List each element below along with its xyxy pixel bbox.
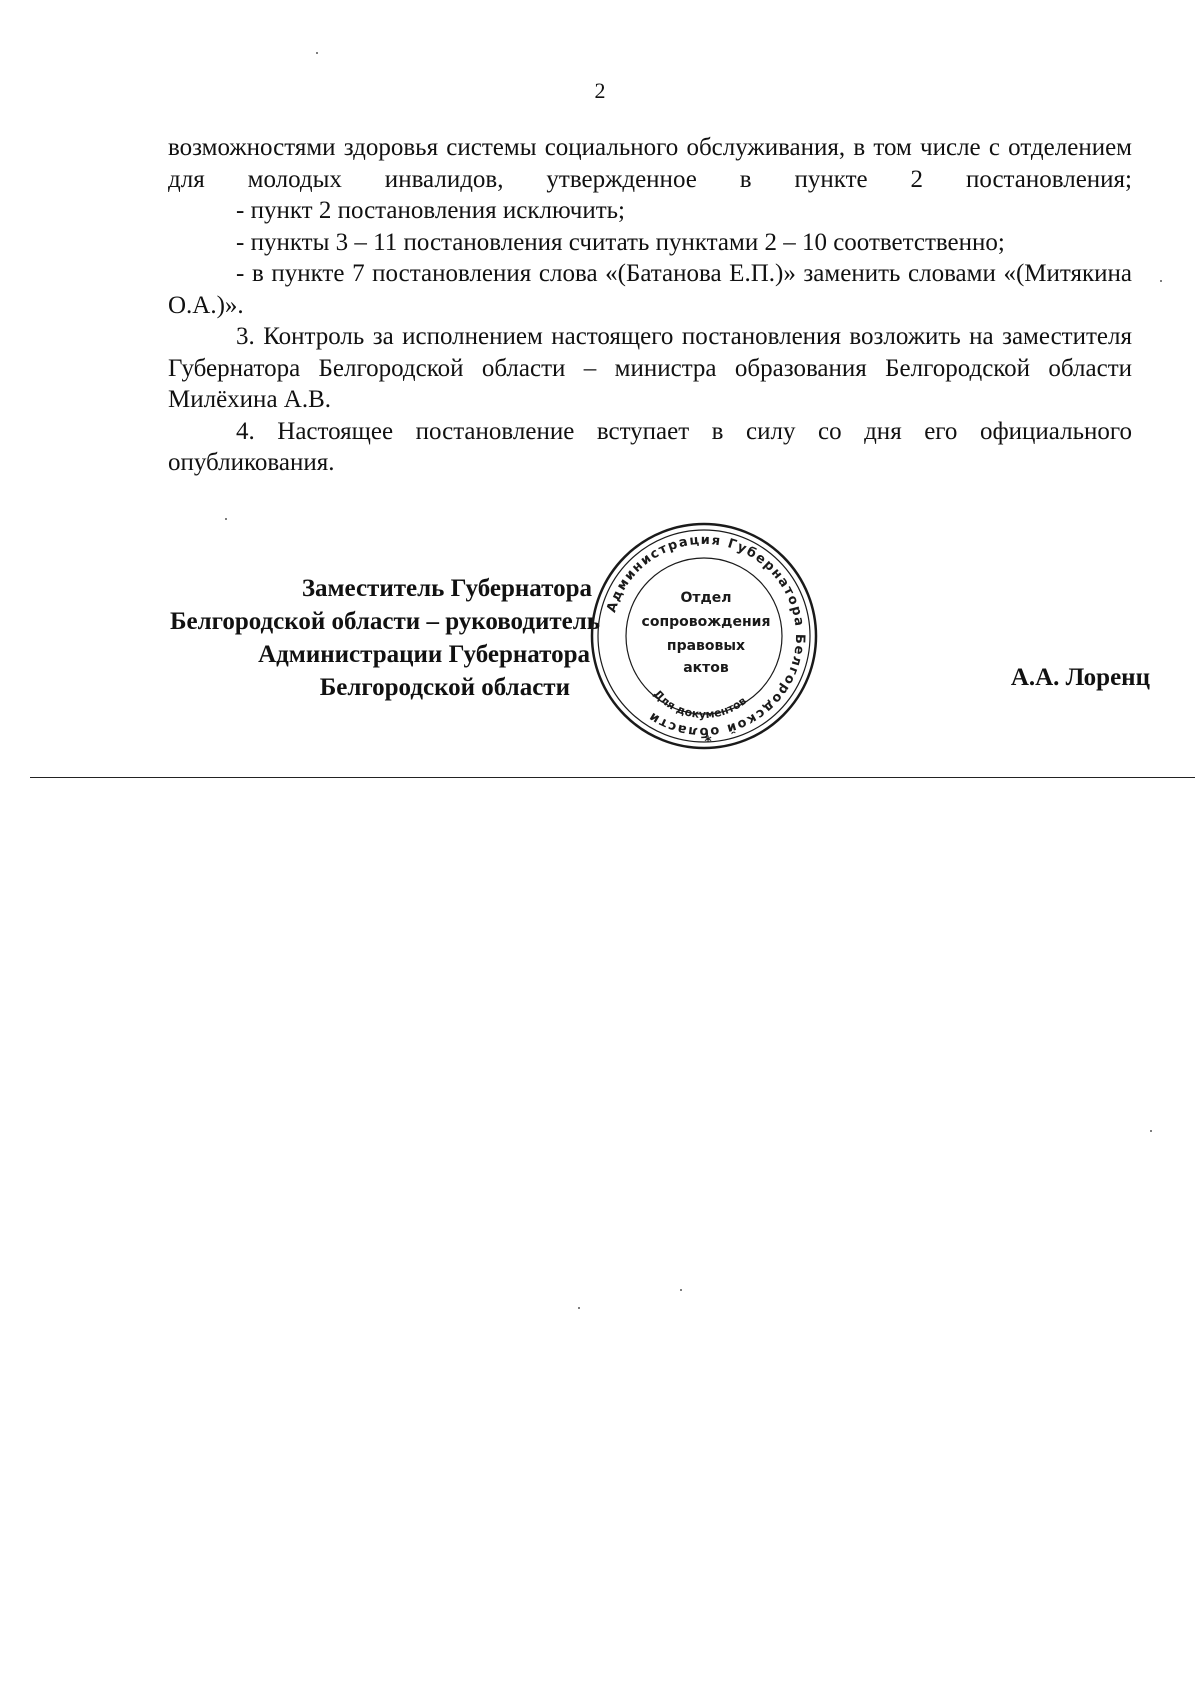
document-body <box>168 132 1132 479</box>
stamp-inner-ring <box>626 558 782 714</box>
stamp-bottom-text: Для документов <box>650 687 749 722</box>
stamp-center-line: правовых <box>666 638 746 654</box>
scan-speck <box>225 518 227 520</box>
bottom-divider <box>30 777 1195 778</box>
scan-speck <box>578 1307 580 1309</box>
paragraph-item-renumber: - пункты 3 – 11 постановления считать пунктами 2 – 10 соответственно; <box>236 228 1005 256</box>
paragraph-item-replace: - в пункте 7 постановления слова «(Батанова Е.П.)» заменить словами «(Митякина О.А.)». <box>168 260 1132 319</box>
stamp-outer-text: Администрация Губернатора Белгородской области <box>604 532 808 740</box>
scan-speck <box>680 1289 682 1291</box>
signature-title-line: Заместитель Губернатора <box>301 575 592 602</box>
signature-title-line: Белгородской области <box>319 674 570 701</box>
stamp-star: * <box>704 734 712 750</box>
stamp-center-line: сопровождения <box>641 614 771 630</box>
scan-speck <box>316 52 318 54</box>
paragraph-control: 3. Контроль за исполнением настоящего постановления возложить на заместителя Губернатора Белгородской области – министра образования Белгородской области Милёхина А.В. <box>168 323 1132 413</box>
scan-speck <box>1150 1130 1152 1132</box>
paragraph-continuation: возможностями здоровья системы социального обслуживания, в том числе с отделением для молодых инвалидов, утвержденное в пункте 2 постановления; <box>168 134 1132 193</box>
signature-title-line: Администрации Губернатора <box>258 641 590 668</box>
paragraph-item-exclude: - пункт 2 постановления исключить; <box>236 197 625 224</box>
stamp-center-line: Отдел <box>680 590 732 606</box>
official-stamp <box>588 520 820 752</box>
stamp-center-line: актов <box>683 660 729 676</box>
signature-name: А.А. Лоренц <box>1010 664 1150 691</box>
signature-title <box>168 572 600 704</box>
page-number: 2 <box>594 78 606 103</box>
scan-speck <box>1160 280 1162 282</box>
paragraph-effective: 4. Настоящее постановление вступает в силу со дня его официального опубликования. <box>168 417 1132 476</box>
signature-title-line: Белгородской области – руководитель <box>169 608 600 635</box>
